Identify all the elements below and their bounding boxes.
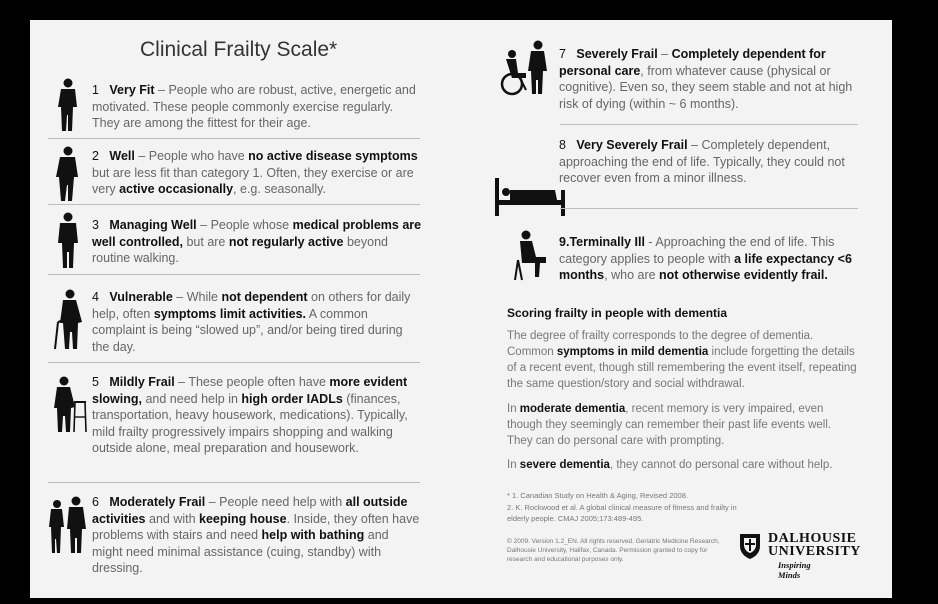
scale-item-9: 9.Terminally Ill - Approaching the end of life. This category applies to people with a life expectancy <6 months, who are not otherwise evidently frail. bbox=[559, 235, 852, 282]
dementia-paragraph-3: In severe dementia, they cannot do personal care without help. bbox=[507, 459, 833, 471]
bed-figure-icon bbox=[494, 176, 566, 218]
standing-figure-icon bbox=[56, 78, 80, 132]
scale-item-4: 4 Vulnerable – While not dependent on others for daily help, often symptoms limit activities. A common complaint is being “slowed up”, and/or being tired during the day. bbox=[92, 290, 411, 354]
divider bbox=[48, 482, 420, 483]
scale-item-7: 7 Severely Frail – Completely dependent for personal care, from whatever cause (physical or cognitive). Even so, they seem stable and not at high risk of dying (within ~ 6 months). bbox=[559, 47, 853, 111]
divider bbox=[48, 204, 420, 205]
logo-wordmark: DALHOUSIE UNIVERSITY bbox=[768, 531, 861, 559]
divider bbox=[48, 362, 420, 363]
scale-item-5: 5 Mildly Frail – These people often have more evident slowing, and need help in high order IADLs (finances, transportation, heavy housework, medications). Typically, mild frailty progressively impairs shopping and walking outside alone, meal preparation and housework. bbox=[92, 375, 408, 455]
divider bbox=[560, 208, 858, 209]
dementia-paragraph-2: In moderate dementia, recent memory is very impaired, even though they seemingly can remember their past life events well. They can do personal care with prompting. bbox=[507, 403, 832, 447]
scale-item-1: 1 Very Fit – People who are robust, active, energetic and motivated. These people commonly exercise regularly. They are among the fittest for their age. bbox=[92, 83, 416, 130]
scale-item-3: 3 Managing Well – People whose medical problems are well controlled, but are not regularly active beyond routine walking. bbox=[92, 218, 422, 265]
divider bbox=[48, 274, 420, 275]
scale-item-8: 8 Very Severely Frail – Completely dependent, approaching the end of life. Typically, they could not recover even from a minor illness. bbox=[559, 138, 845, 185]
standing-figure-icon bbox=[55, 212, 81, 270]
scale-item-2: 2 Well – People who have no active disease symptoms but are less fit than category 1. Often, they exercise or are very active occasionally, e.g. seasonally. bbox=[92, 149, 418, 196]
footnote-1: * 1. Canadian Study on Health & Aging, Revised 2008. bbox=[507, 491, 688, 500]
scale-item-6: 6 Moderately Frail – People need help with all outside activities and with keeping house. Inside, they often have problems with stairs and need help with bathing and might need minimal assistance (cuing, standby) with dressing. bbox=[92, 495, 420, 575]
logo-tagline: Inspiring Minds bbox=[778, 560, 811, 580]
divider bbox=[48, 138, 420, 139]
assisted-figure-icon bbox=[48, 496, 88, 554]
shield-crest-icon bbox=[738, 532, 762, 560]
dementia-heading: Scoring frailty in people with dementia bbox=[507, 306, 728, 320]
walking-figure-icon bbox=[54, 146, 82, 202]
wheelchair-figure-icon bbox=[490, 40, 550, 96]
cane-figure-icon bbox=[52, 288, 86, 350]
walker-figure-icon bbox=[52, 375, 88, 433]
copyright-note: © 2009. Version 1.2_EN. All rights reserved. Geriatric Medicine Research, Dalhousie University, Halifax, Canada. Permission granted to copy for research and educational purposes only. bbox=[507, 538, 720, 563]
divider bbox=[560, 124, 858, 125]
dementia-paragraph-1: The degree of frailty corresponds to the degree of dementia. Common symptoms in mild dementia include forgetting the details of a recent event, though still remembering the event itself, repeating the same question/story and social withdrawal. bbox=[507, 330, 857, 390]
page-title: Clinical Frailty Scale* bbox=[140, 38, 338, 61]
seated-figure-icon bbox=[512, 230, 548, 282]
footnote-2: 2. K. Rockwood et al. A global clinical measure of fitness and frailty in elderly people. CMAJ 2005;173:489-495. bbox=[507, 503, 737, 523]
frailty-card bbox=[30, 20, 892, 598]
